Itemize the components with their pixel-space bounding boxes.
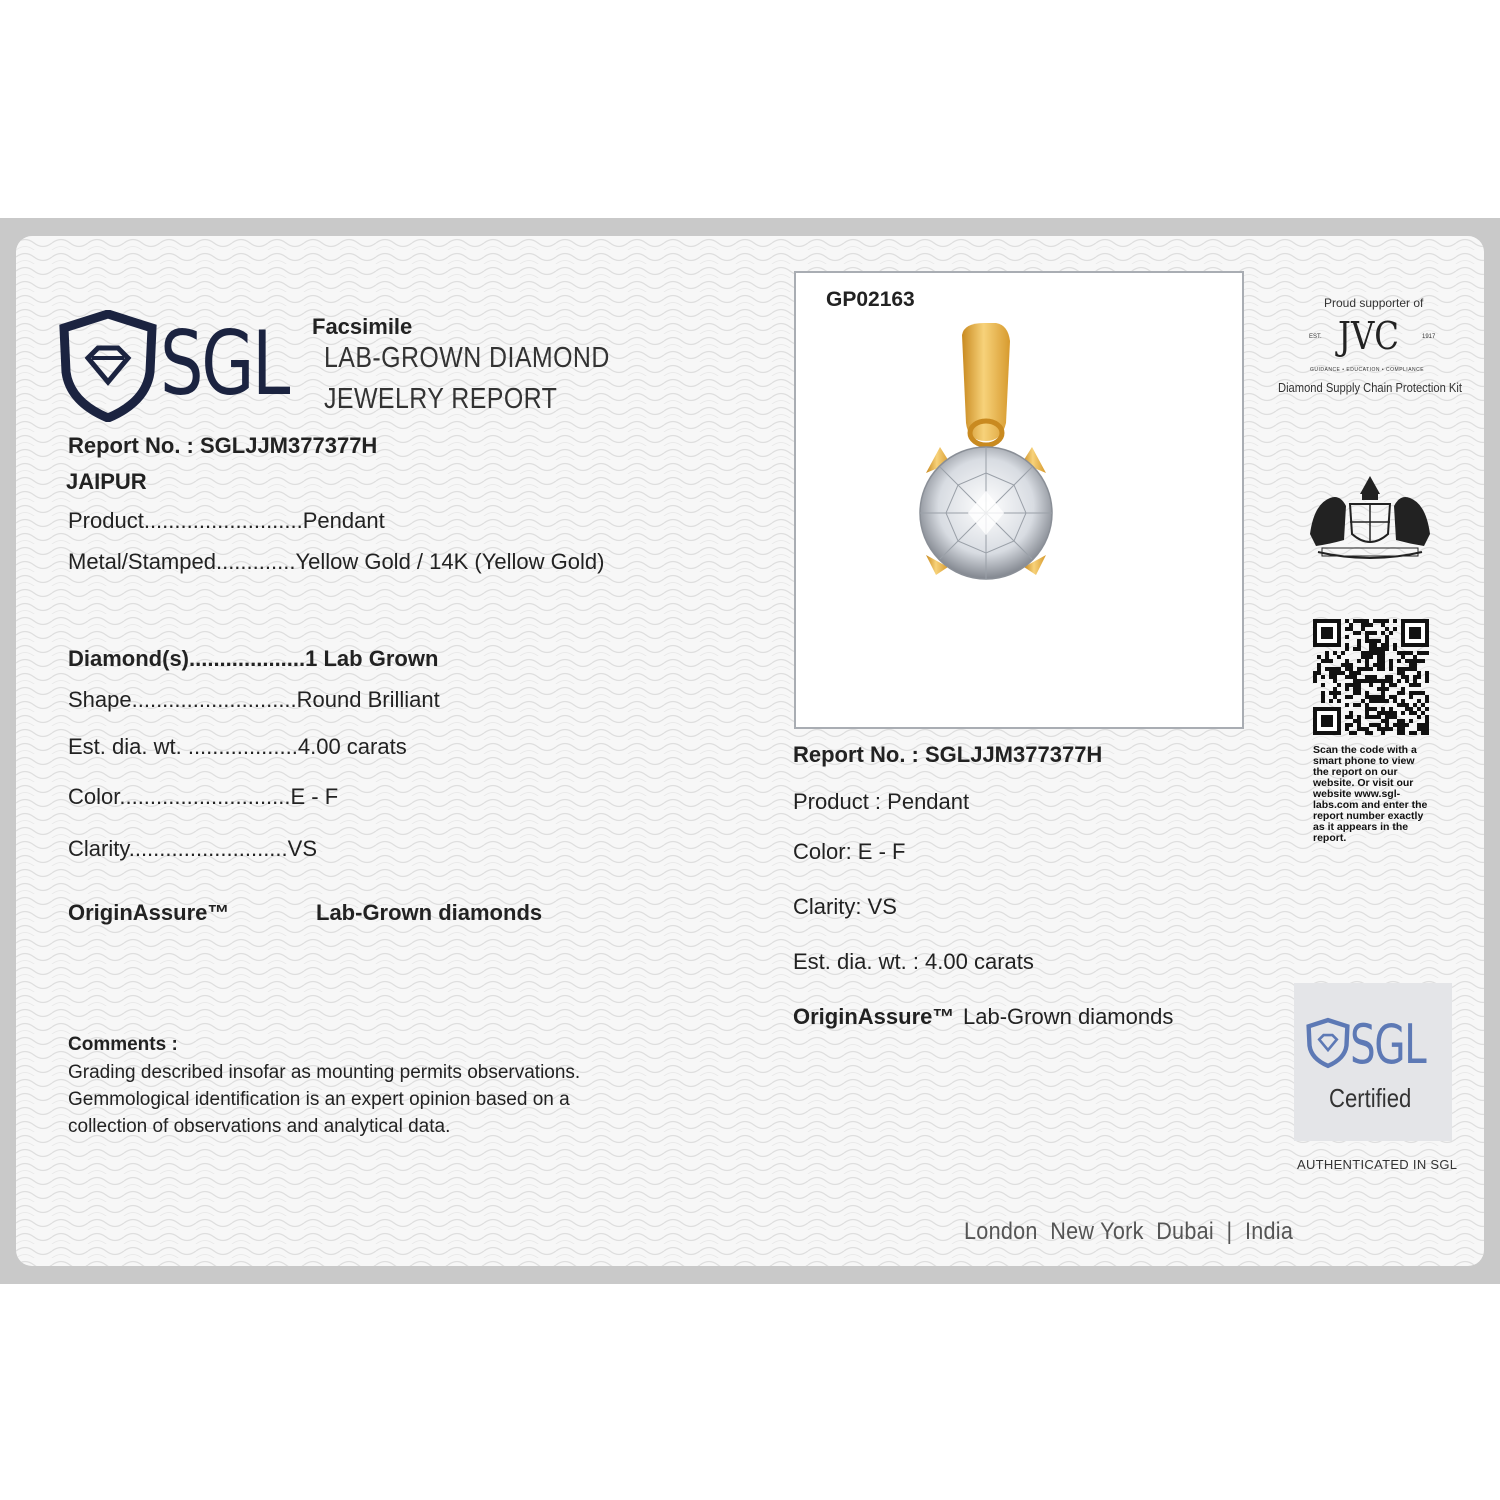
report-number: Report No. : SGLJJM377377H <box>68 433 378 458</box>
detail-diamonds-value: 1 Lab Grown <box>305 646 439 671</box>
detail-shape-label: Shape <box>68 687 132 712</box>
certified-shield-icon <box>1306 1017 1350 1069</box>
right-color: Color: E - F <box>793 839 906 864</box>
detail-product-label: Product <box>68 508 144 533</box>
detail-metal <box>68 549 604 575</box>
detail-clarity-label: Clarity <box>68 836 129 861</box>
comments-heading: Comments : <box>68 1034 178 1055</box>
right-product: Product : Pendant <box>793 789 970 814</box>
product-photo-box <box>794 271 1244 729</box>
detail-diamonds-dots: ................... <box>189 646 306 671</box>
detail-product-value: Pendant <box>302 508 385 533</box>
right-report-number: Report No. : SGLJJM377377H <box>793 742 1103 767</box>
sgl-certified-badge <box>1294 983 1452 1141</box>
sgl-shield-icon <box>58 310 158 422</box>
pendant-image <box>906 323 1146 593</box>
facsimile-label: Facsimile <box>312 314 413 339</box>
detail-metal-value: Yellow Gold / 14K (Yellow Gold) <box>295 549 605 574</box>
detail-metal-label: Metal/Stamped <box>68 549 216 574</box>
detail-shape-dots: ........................... <box>131 687 297 712</box>
report-title-line1: LAB-GROWN DIAMOND <box>324 342 610 374</box>
detail-clarity <box>68 836 317 862</box>
detail-weight-label: Est. dia. wt. <box>68 734 188 759</box>
jvc-kit-text: Diamond Supply Chain Protection Kit <box>1278 380 1462 395</box>
detail-shape <box>68 687 440 713</box>
report-city: JAIPUR <box>66 469 147 494</box>
detail-clarity-value: VS <box>287 836 317 861</box>
authenticated-label: AUTHENTICATED IN SGL <box>1297 1157 1458 1172</box>
detail-product <box>68 508 385 534</box>
detail-shape-value: Round Brilliant <box>296 687 440 712</box>
detail-color <box>68 784 338 810</box>
jvc-motto: GUIDANCE • EDUCATION • COMPLIANCE <box>1310 367 1425 373</box>
detail-diamonds <box>68 646 438 672</box>
detail-color-dots: ............................ <box>119 784 291 809</box>
comments-text: Grading described insofar as mounting permits observations. Gemmological identification is an expert opinion based on a collection of observations and analytical data. <box>68 1062 581 1137</box>
jvc-supporter-text: Proud supporter of <box>1324 296 1424 310</box>
jvc-logo: JVC <box>1338 314 1400 358</box>
jvc-year: 1917 <box>1422 334 1436 340</box>
certified-label: Certified <box>1329 1083 1412 1113</box>
detail-clarity-dots: .......................... <box>128 836 288 861</box>
right-weight: Est. dia. wt. : 4.00 carats <box>793 949 1034 974</box>
detail-color-label: Color <box>68 784 120 809</box>
qr-code[interactable] <box>1313 619 1429 735</box>
right-origin-label: OriginAssure™ <box>793 1004 955 1029</box>
detail-diamonds-label: Diamond(s) <box>68 646 189 671</box>
detail-weight-dots: .................. <box>187 734 298 759</box>
coat-of-arms-icon <box>1300 464 1440 564</box>
certified-logo-text: SGL <box>1350 1013 1426 1076</box>
detail-origin-label: OriginAssure™ <box>68 900 230 925</box>
jvc-est: EST. <box>1309 334 1322 340</box>
qr-scan-instructions: Scan the code with a smart phone to view the report on our website. Or visit our website www.sgl-labs.com and enter the report number exactly as it appears in the report. <box>1313 744 1428 844</box>
brand-logo-text: SGL <box>160 312 288 415</box>
detail-product-dots: .......................... <box>143 508 303 533</box>
right-clarity: Clarity: VS <box>793 894 897 919</box>
detail-origin-value: Lab-Grown diamonds <box>316 900 543 925</box>
detail-weight-value: 4.00 carats <box>297 734 407 759</box>
detail-metal-dots: ............. <box>215 549 296 574</box>
report-title-line2: JEWELRY REPORT <box>324 383 558 415</box>
detail-weight <box>68 734 407 760</box>
product-code: GP02163 <box>826 288 915 311</box>
office-locations: London New York Dubai | India <box>964 1218 1294 1245</box>
right-origin-value: Lab-Grown diamonds <box>963 1004 1174 1029</box>
detail-color-value: E - F <box>290 784 339 809</box>
